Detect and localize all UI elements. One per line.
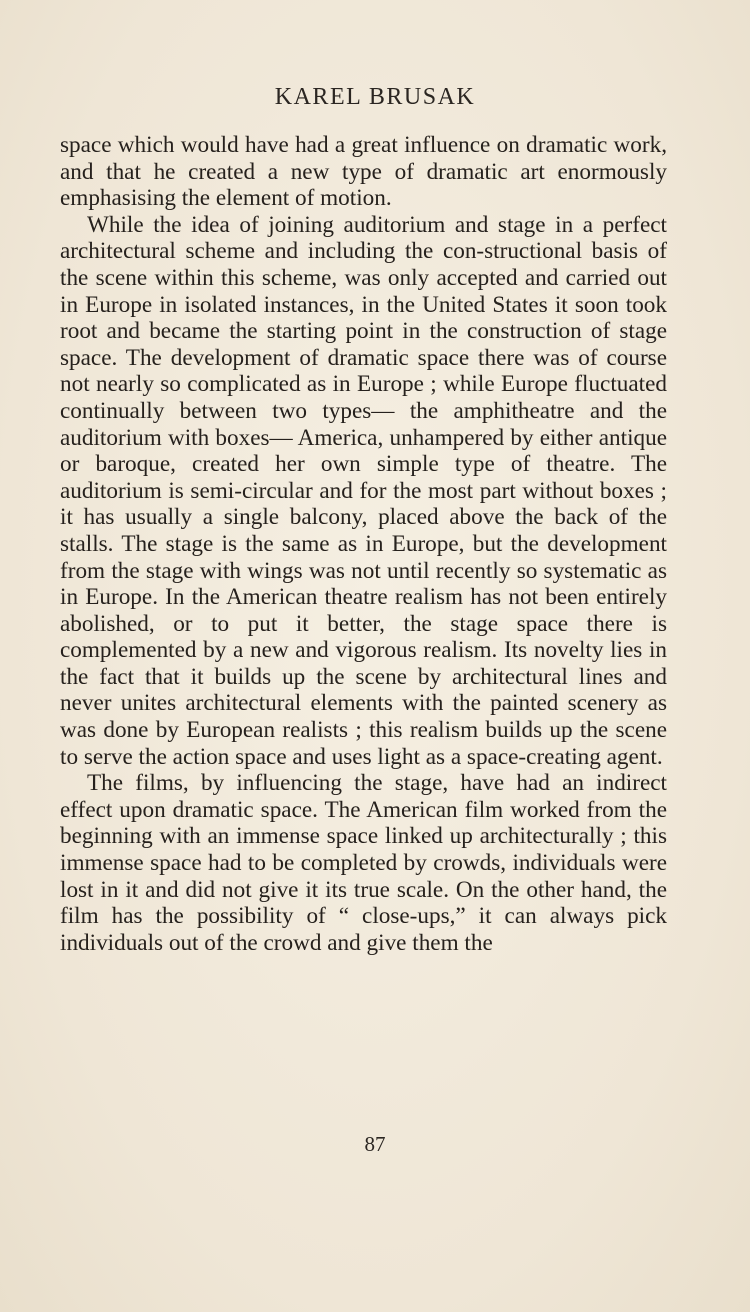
page-body — [60, 132, 667, 956]
paragraph-continuation: space which would have had a great influence on dramatic work, and that he created a new type of dramatic art enormously emphasising the element of motion. — [60, 132, 667, 212]
page-number: 87 — [364, 1132, 386, 1156]
running-head: KAREL BRUSAK — [274, 84, 476, 110]
paragraph-films: The films, by influencing the stage, have had an indirect effect upon dramatic space. The American film worked from the beginning with an immense space linked up architecturally ; this immense space had to be completed by crowds, individuals were lost in it and did not give it its true scale. On the other hand, the film has the possibility of “ close-ups,” it can always pick individuals out of the crowd and give them the — [60, 770, 667, 956]
paragraph-american-theatre: While the idea of joining auditorium and stage in a perfect architectural scheme and including the con-structional basis of the scene within this scheme, was only accepted and carried out in Europe in isolated instances, in the United States it soon took root and became the starting point in the construction of stage space. The development of dramatic space there was of course not nearly so complicated as in Europe ; while Europe fluctuated continually between two types— the amphitheatre and the auditorium with boxes— America, unhampered by either antique or baroque, created her own simple type of theatre. The auditorium is semi-circular and for the most part without boxes ; it has usually a single balcony, placed above the back of the stalls. The stage is the same as in Europe, but the development from the stage with wings was not until recently so systematic as in Europe. In the American theatre realism has not been entirely abolished, or to put it better, the stage space there is complemented by a new and vigorous realism. Its novelty lies in the fact that it builds up the scene by architectural lines and never unites architectural elements with the painted scenery as was done by European realists ; this realism builds up the scene to serve the action space and uses light as a space-creating agent. — [60, 211, 667, 770]
